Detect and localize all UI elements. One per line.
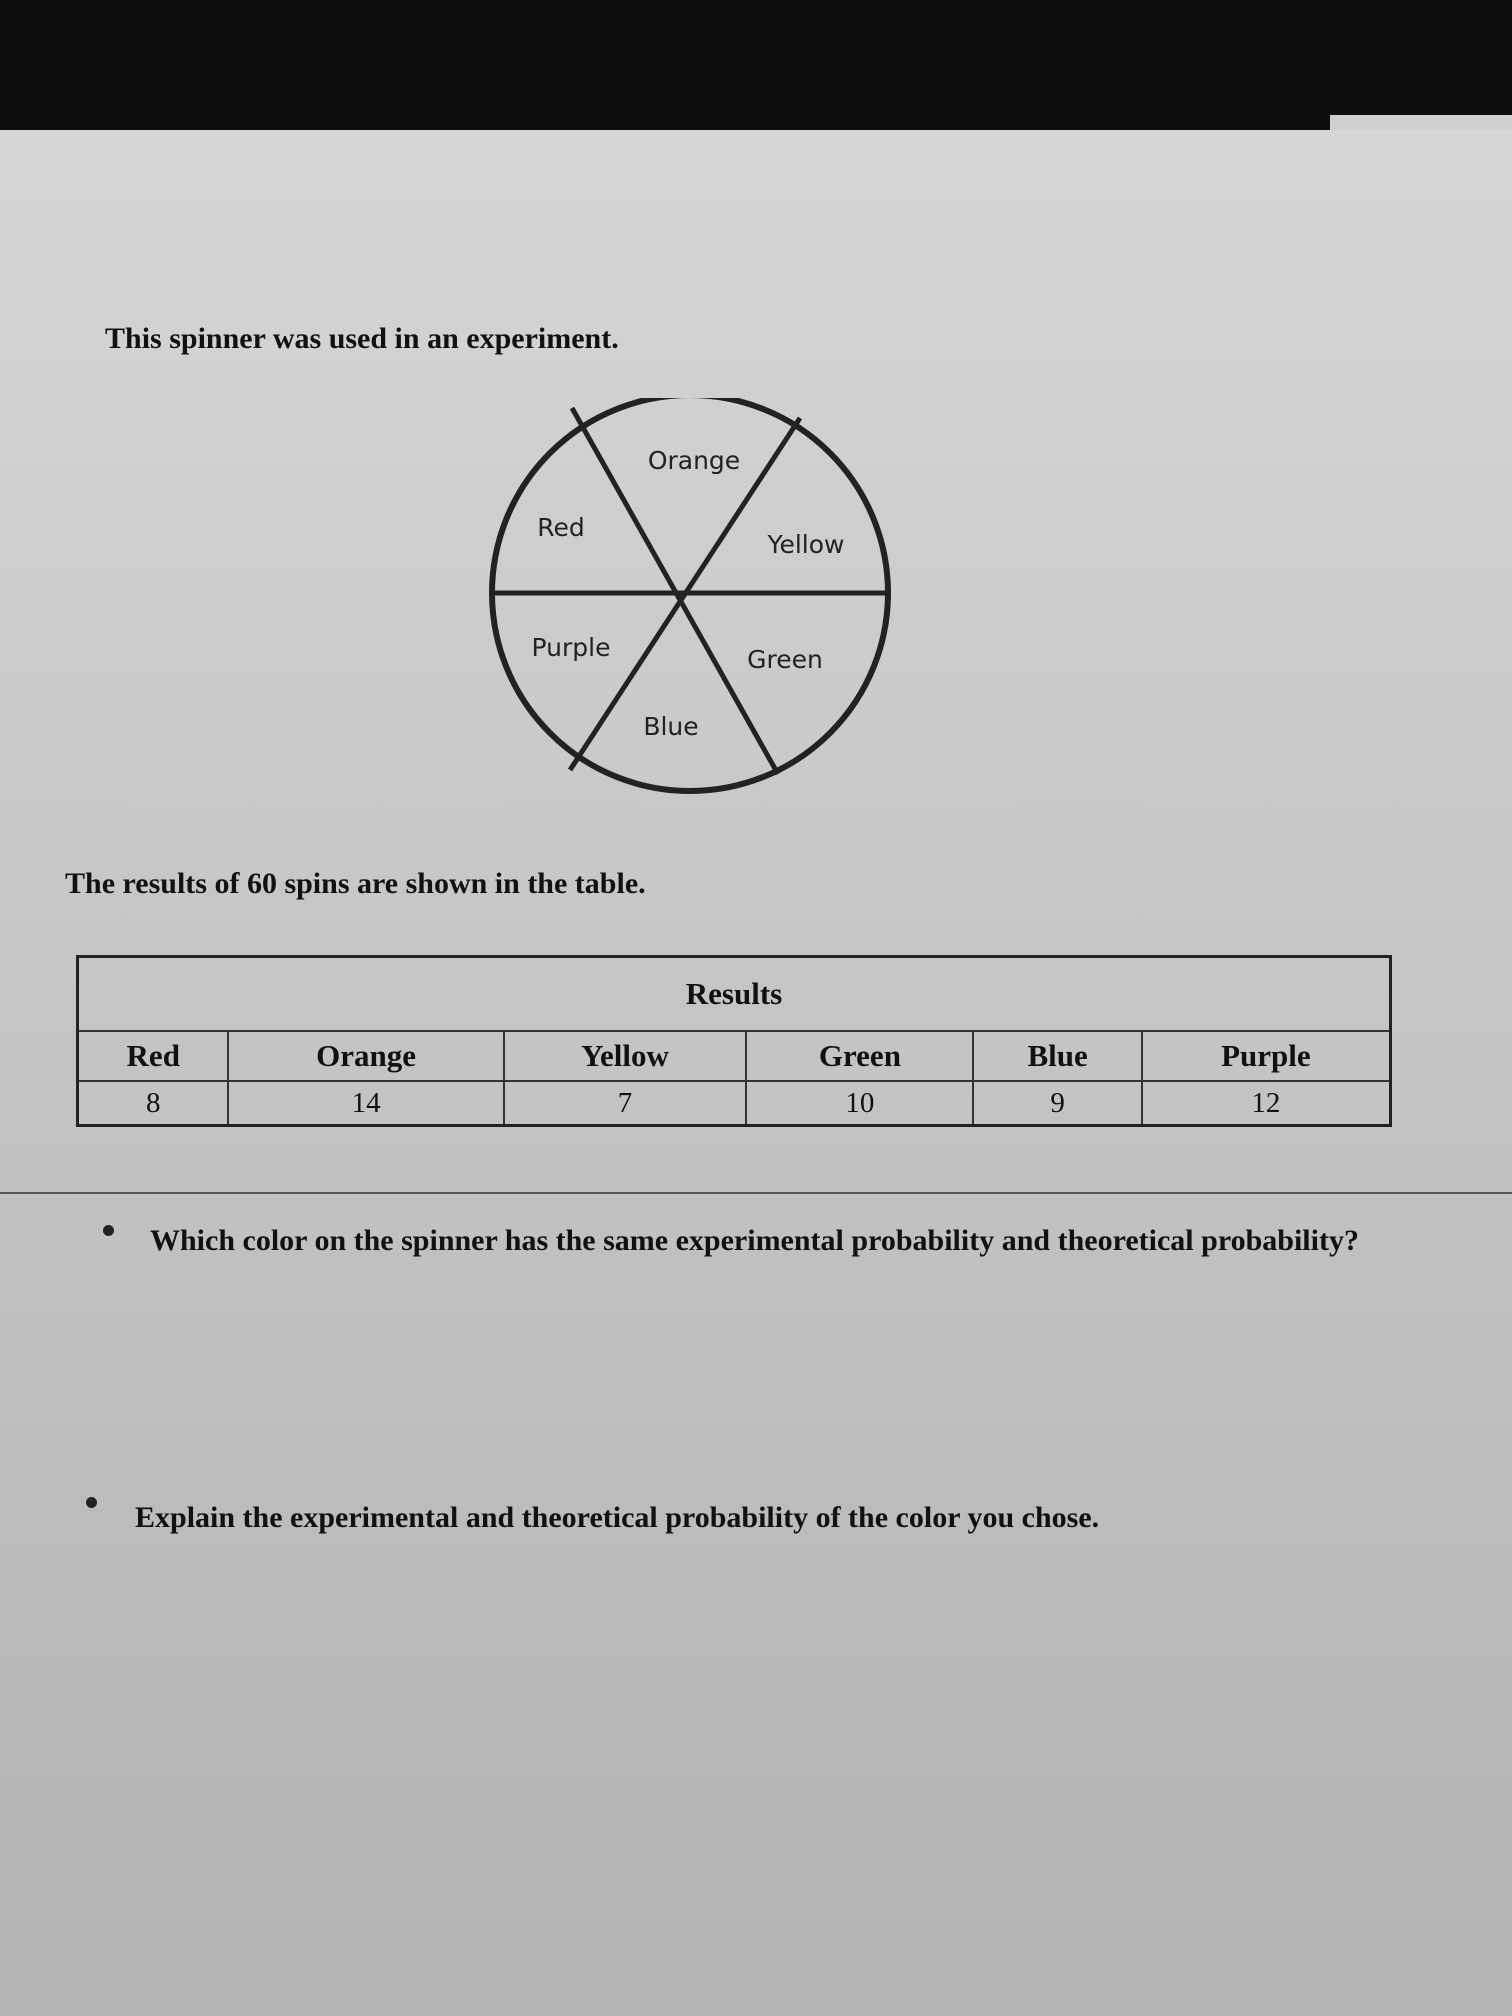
spinner-label-red: Red [537,513,585,542]
spinner-label-blue: Blue [643,712,699,741]
results-table [76,955,1392,1127]
spinner-label-orange: Orange [647,446,741,475]
table-values-row [78,1081,1391,1126]
value-red: 8 [78,1081,229,1126]
value-orange: 14 [228,1081,503,1126]
value-yellow: 7 [504,1081,747,1126]
table-title: Results [78,957,1391,1032]
bullet-icon [86,1497,97,1508]
header-blue: Blue [973,1031,1141,1081]
section-divider [0,1192,1512,1194]
value-purple: 12 [1142,1081,1391,1126]
value-green: 10 [746,1081,973,1126]
table-header-row [78,1031,1391,1081]
spinner-label-green: Green [747,645,823,674]
header-green: Green [746,1031,973,1081]
spinner-label-purple: Purple [531,633,611,662]
bullet-icon [103,1225,114,1236]
header-red: Red [78,1031,229,1081]
header-purple: Purple [1142,1031,1391,1081]
spinner-label-yellow: Yellow [767,530,845,559]
value-blue: 9 [973,1081,1141,1126]
intro-text: This spinner was used in an experiment. [105,322,619,355]
header-orange: Orange [228,1031,503,1081]
question-2: Explain the experimental and theoretical probability of the color you chose. [135,1501,1100,1534]
question-1: Which color on the spinner has the same experimental probability and theoretical probability? [150,1224,1359,1257]
header-yellow: Yellow [504,1031,747,1081]
spinner-diagram [480,398,900,818]
results-sentence: The results of 60 spins are shown in the table. [65,867,646,900]
